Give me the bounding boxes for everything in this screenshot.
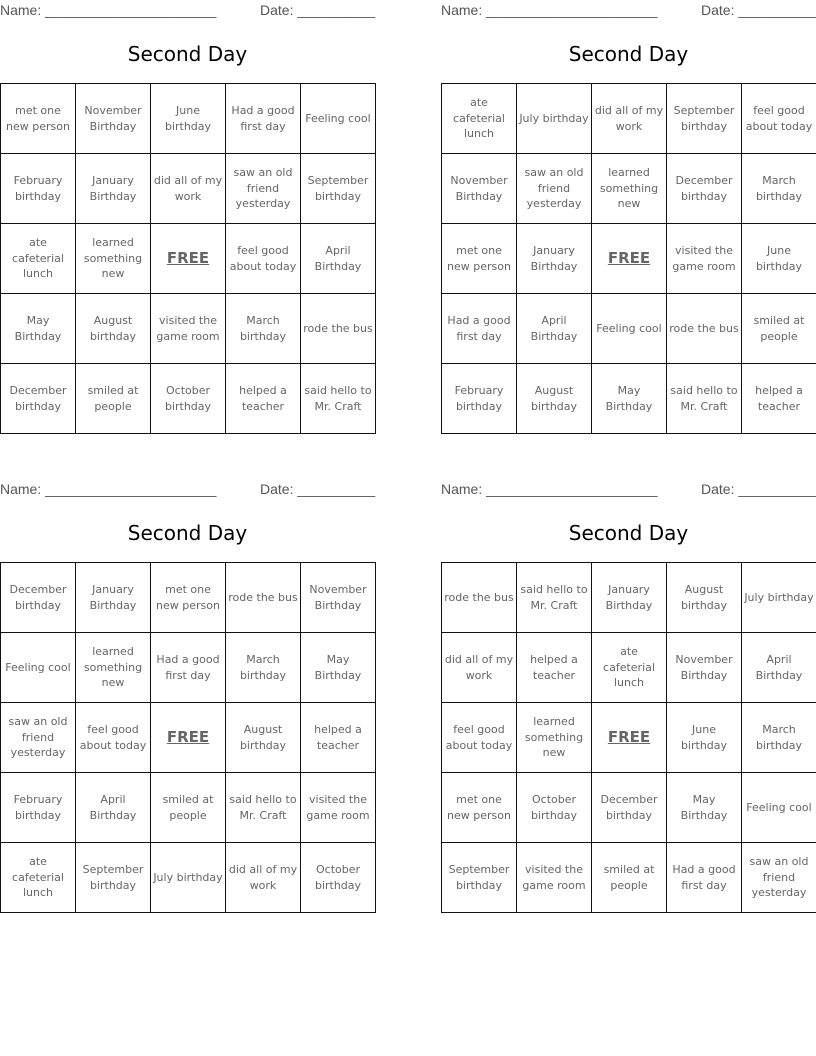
- bingo-cell: visited the game room: [667, 224, 742, 294]
- bingo-cell: said hello to Mr. Craft: [517, 563, 592, 633]
- bingo-cell: March birthday: [742, 703, 816, 773]
- card-title: Second Day: [127, 42, 248, 66]
- bingo-cell: November Birthday: [76, 84, 151, 154]
- bingo-cell: September birthday: [301, 154, 376, 224]
- bingo-grid: [0, 83, 376, 434]
- bingo-cell: helped a teacher: [226, 364, 301, 434]
- bingo-cell: learned something new: [76, 633, 151, 703]
- grid-row: [1, 843, 376, 913]
- bingo-cell: feel good about today: [742, 84, 816, 154]
- bingo-cell: did all of my work: [226, 843, 301, 913]
- date-field-label: Date: __________: [260, 481, 376, 497]
- free-space: FREE: [592, 703, 667, 773]
- bingo-cell: May Birthday: [592, 364, 667, 434]
- bingo-cell: feel good about today: [442, 703, 517, 773]
- bingo-cell: February birthday: [442, 364, 517, 434]
- bingo-cell: saw an old friend yesterday: [517, 154, 592, 224]
- bingo-cell: feel good about today: [76, 703, 151, 773]
- grid-row: [442, 294, 816, 364]
- grid-row: [442, 703, 816, 773]
- grid-row: [442, 364, 816, 434]
- bingo-cell: May Birthday: [1, 294, 76, 364]
- grid-row: [1, 224, 376, 294]
- bingo-cell: August birthday: [667, 563, 742, 633]
- bingo-grid: [441, 83, 816, 434]
- bingo-cell: saw an old friend yesterday: [742, 843, 816, 913]
- bingo-cell: Had a good first day: [226, 84, 301, 154]
- bingo-cell: said hello to Mr. Craft: [667, 364, 742, 434]
- grid-row: [1, 563, 376, 633]
- bingo-cell: met one new person: [151, 563, 226, 633]
- bingo-cell: smiled at people: [151, 773, 226, 843]
- bingo-cell: October birthday: [151, 364, 226, 434]
- grid-row: [1, 294, 376, 364]
- bingo-cell: met one new person: [442, 773, 517, 843]
- bingo-cell: December birthday: [1, 563, 76, 633]
- name-field-label: Name: ______________________: [0, 2, 217, 18]
- bingo-cell: September birthday: [76, 843, 151, 913]
- bingo-cell: December birthday: [1, 364, 76, 434]
- bingo-cell: Had a good first day: [442, 294, 517, 364]
- bingo-cell: July birthday: [517, 84, 592, 154]
- grid-row: [442, 154, 816, 224]
- bingo-cell: said hello to Mr. Craft: [226, 773, 301, 843]
- bingo-cell: did all of my work: [592, 84, 667, 154]
- bingo-cell: Feeling cool: [301, 84, 376, 154]
- grid-row: [1, 703, 376, 773]
- bingo-cell: January Birthday: [76, 154, 151, 224]
- bingo-cell: June birthday: [667, 703, 742, 773]
- bingo-cell: smiled at people: [592, 843, 667, 913]
- bingo-cell: January Birthday: [76, 563, 151, 633]
- bingo-cell: smiled at people: [742, 294, 816, 364]
- bingo-cell: March birthday: [742, 154, 816, 224]
- bingo-cell: ate cafeterial lunch: [1, 224, 76, 294]
- bingo-cell: August birthday: [517, 364, 592, 434]
- bingo-cell: rode the bus: [667, 294, 742, 364]
- bingo-cell: visited the game room: [301, 773, 376, 843]
- bingo-cell: January Birthday: [592, 563, 667, 633]
- bingo-cell: smiled at people: [76, 364, 151, 434]
- bingo-cell: July birthday: [742, 563, 816, 633]
- bingo-grid: [441, 562, 816, 913]
- bingo-cell: visited the game room: [517, 843, 592, 913]
- free-space: FREE: [592, 224, 667, 294]
- bingo-cell: September birthday: [442, 843, 517, 913]
- bingo-cell: Feeling cool: [742, 773, 816, 843]
- bingo-cell: March birthday: [226, 294, 301, 364]
- name-date-row: [441, 2, 816, 20]
- bingo-cell: November Birthday: [667, 633, 742, 703]
- grid-row: [442, 843, 816, 913]
- bingo-cell: met one new person: [442, 224, 517, 294]
- grid-row: [1, 84, 376, 154]
- card-title: Second Day: [568, 521, 689, 545]
- bingo-card-1: [0, 0, 375, 440]
- bingo-cell: December birthday: [667, 154, 742, 224]
- name-field-label: Name: ______________________: [0, 481, 217, 497]
- bingo-cell: Had a good first day: [151, 633, 226, 703]
- bingo-cell: ate cafeterial lunch: [1, 843, 76, 913]
- grid-row: [442, 633, 816, 703]
- bingo-cell: did all of my work: [442, 633, 517, 703]
- grid-row: [442, 224, 816, 294]
- bingo-cell: met one new person: [1, 84, 76, 154]
- bingo-card-3: [0, 479, 375, 919]
- bingo-cell: rode the bus: [301, 294, 376, 364]
- bingo-cell: visited the game room: [151, 294, 226, 364]
- bingo-card-4: [441, 479, 816, 919]
- bingo-cell: April Birthday: [76, 773, 151, 843]
- bingo-cell: January Birthday: [517, 224, 592, 294]
- bingo-cell: May Birthday: [301, 633, 376, 703]
- bingo-cell: December birthday: [592, 773, 667, 843]
- bingo-cell: April Birthday: [301, 224, 376, 294]
- bingo-cell: ate cafeterial lunch: [442, 84, 517, 154]
- bingo-cell: helped a teacher: [742, 364, 816, 434]
- bingo-cell: did all of my work: [151, 154, 226, 224]
- bingo-cell: February birthday: [1, 154, 76, 224]
- bingo-cell: feel good about today: [226, 224, 301, 294]
- name-date-row: [441, 481, 816, 499]
- name-field-label: Name: ______________________: [441, 481, 658, 497]
- bingo-cell: October birthday: [517, 773, 592, 843]
- grid-row: [442, 773, 816, 843]
- bingo-cell: said hello to Mr. Craft: [301, 364, 376, 434]
- free-space: FREE: [151, 703, 226, 773]
- bingo-cell: June birthday: [742, 224, 816, 294]
- grid-row: [1, 364, 376, 434]
- bingo-grid: [0, 562, 376, 913]
- grid-row: [442, 563, 816, 633]
- bingo-cell: July birthday: [151, 843, 226, 913]
- bingo-cell: March birthday: [226, 633, 301, 703]
- bingo-cell: October birthday: [301, 843, 376, 913]
- name-date-row: [0, 2, 375, 20]
- bingo-cell: Feeling cool: [592, 294, 667, 364]
- grid-row: [1, 773, 376, 843]
- bingo-cell: Feeling cool: [1, 633, 76, 703]
- bingo-cell: helped a teacher: [301, 703, 376, 773]
- bingo-cell: learned something new: [76, 224, 151, 294]
- bingo-cell: rode the bus: [226, 563, 301, 633]
- bingo-cell: November Birthday: [442, 154, 517, 224]
- bingo-cell: November Birthday: [301, 563, 376, 633]
- bingo-cell: Had a good first day: [667, 843, 742, 913]
- date-field-label: Date: __________: [260, 2, 376, 18]
- grid-row: [1, 633, 376, 703]
- free-space: FREE: [151, 224, 226, 294]
- bingo-cell: learned something new: [517, 703, 592, 773]
- bingo-cell: April Birthday: [742, 633, 816, 703]
- grid-row: [442, 84, 816, 154]
- bingo-cell: August birthday: [76, 294, 151, 364]
- date-field-label: Date: __________: [701, 481, 816, 497]
- bingo-cell: helped a teacher: [517, 633, 592, 703]
- bingo-cell: rode the bus: [442, 563, 517, 633]
- card-title: Second Day: [127, 521, 248, 545]
- bingo-cell: May Birthday: [667, 773, 742, 843]
- bingo-cell: August birthday: [226, 703, 301, 773]
- card-title: Second Day: [568, 42, 689, 66]
- bingo-cell: June birthday: [151, 84, 226, 154]
- name-field-label: Name: ______________________: [441, 2, 658, 18]
- bingo-card-2: [441, 0, 816, 440]
- grid-row: [1, 154, 376, 224]
- bingo-cell: September birthday: [667, 84, 742, 154]
- bingo-cell: ate cafeterial lunch: [592, 633, 667, 703]
- bingo-cell: saw an old friend yesterday: [226, 154, 301, 224]
- bingo-cell: April Birthday: [517, 294, 592, 364]
- bingo-cell: February birthday: [1, 773, 76, 843]
- date-field-label: Date: __________: [701, 2, 816, 18]
- bingo-cell: learned something new: [592, 154, 667, 224]
- name-date-row: [0, 481, 375, 499]
- bingo-cell: saw an old friend yesterday: [1, 703, 76, 773]
